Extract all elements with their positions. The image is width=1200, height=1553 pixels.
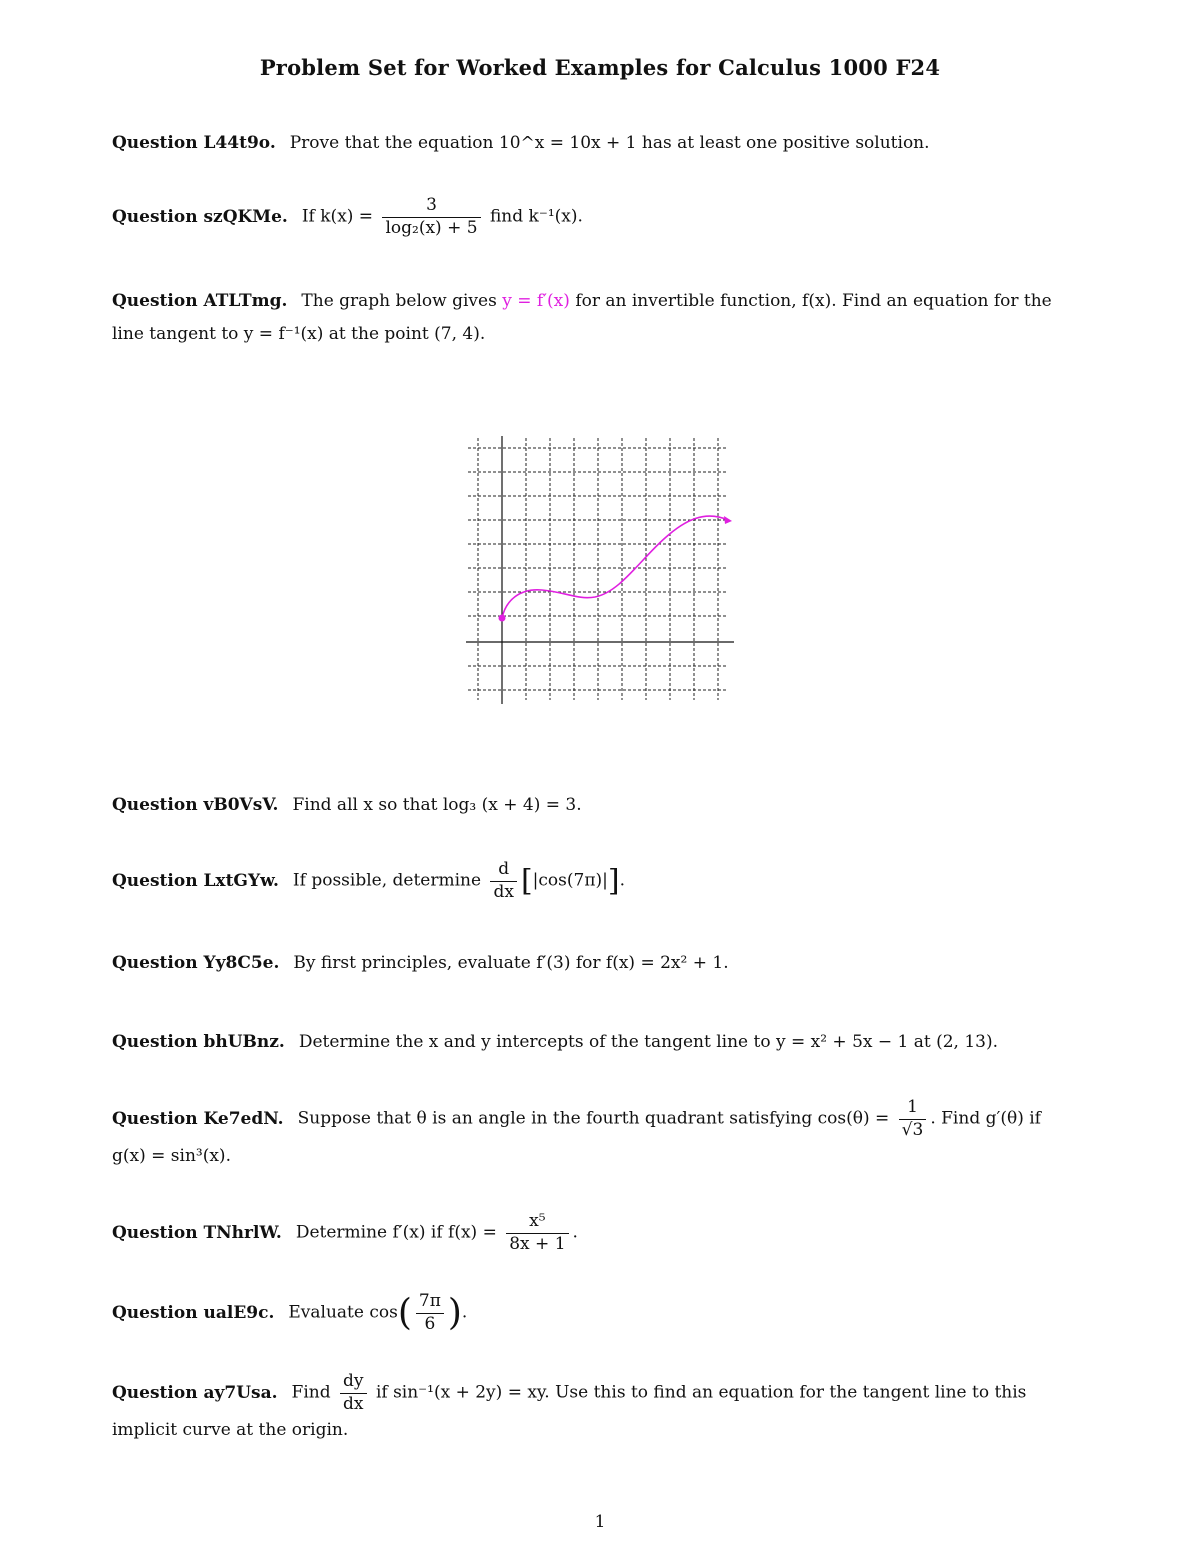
question-text-suffix: find k⁻¹(x).	[489, 206, 583, 227]
fraction-denominator: dx	[343, 1393, 364, 1414]
derivative-operator	[490, 860, 516, 902]
question-text-prefix: Determine f′(x) if f(x) =	[295, 1222, 497, 1243]
question-text: Determine the x and y intercepts of the tangent line to y = x² + 5x − 1 at (2, 13).	[298, 1032, 999, 1052]
page-title: Problem Set for Worked Examples for Calculus 1000 F24	[259, 55, 941, 80]
fraction-numerator: 3	[382, 196, 480, 218]
fraction	[340, 1372, 367, 1414]
question-text-prefix: If possible, determine	[292, 870, 482, 891]
question-text-suffix: .	[461, 1302, 468, 1323]
fraction-denominator: 8x + 1	[509, 1233, 566, 1254]
question-l44t9o	[112, 127, 1092, 160]
fraction-numerator: x⁵	[506, 1212, 568, 1234]
curve-f-prime	[502, 516, 728, 618]
page-number: 1	[594, 1512, 606, 1532]
question-label: Question ATLTmg.	[112, 291, 288, 311]
question-ke7edn	[112, 1098, 1092, 1173]
curve-arrowhead	[724, 516, 732, 524]
fraction-denominator: 6	[424, 1313, 436, 1334]
question-text-prefix: Evaluate cos	[288, 1302, 398, 1323]
question-label: Question TNhrlW.	[112, 1222, 282, 1243]
fraction-numerator: 7π	[416, 1292, 444, 1314]
question-label: Question Ke7edN.	[112, 1108, 284, 1129]
question-uale9c: Question ualE9c. Evaluate cos( $\frac{7\pi}{6}$ ).	[112, 1291, 468, 1334]
question-label: Question vB0VsV.	[112, 795, 279, 815]
question-yy8c5e	[112, 947, 1092, 980]
curve-start-point	[499, 615, 506, 622]
derivative-graph	[460, 430, 740, 710]
question-label: Question ay7Usa.	[112, 1382, 278, 1403]
question-text-suffix: . Find g′(θ) if	[930, 1108, 1041, 1129]
question-tnhrlw	[112, 1212, 1092, 1254]
question-text-prefix: If k(x) =	[301, 206, 374, 227]
question-szqkme	[112, 196, 1092, 238]
question-ay7usa	[112, 1372, 1092, 1447]
grid	[468, 438, 728, 700]
question-text: Prove that the equation 10^x = 10x + 1 has at least one positive solution.	[289, 133, 930, 153]
question-text-suffix: .	[619, 870, 625, 891]
question-label: Question szQKMe.	[112, 206, 288, 227]
question-text: Find all x so that log₃ (x + 4) = 3.	[292, 795, 582, 815]
question-text-line2: line tangent to y = f⁻¹(x) at the point (7, 4).	[112, 324, 486, 344]
question-vb0vsv	[112, 789, 1092, 822]
question-text-suffix: .	[572, 1222, 578, 1243]
question-label: Question ualE9c.	[112, 1302, 275, 1323]
question-label: Question L44t9o.	[112, 133, 276, 153]
question-text-suffix: if sin⁻¹(x + 2y) = xy. Use this to find an equation for the tangent line to this	[375, 1382, 1027, 1403]
fraction	[382, 196, 480, 238]
question-bhubnz	[112, 1026, 1092, 1059]
highlighted-function: y = f′(x)	[502, 291, 570, 311]
fraction	[506, 1212, 568, 1254]
question-text-line2: g(x) = sin³(x).	[112, 1146, 231, 1167]
question-text-prefix: Suppose that θ is an angle in the fourth quadrant satisfying cos(θ) =	[297, 1108, 890, 1129]
question-label: Question bhUBnz.	[112, 1032, 285, 1052]
question-text: By first principles, evaluate f′(3) for f(x) = 2x² + 1.	[293, 953, 729, 973]
fraction-denominator: dx	[493, 881, 514, 902]
question-text-b: for an invertible function, f(x). Find an equation for the	[575, 291, 1052, 311]
fraction	[899, 1098, 927, 1140]
question-text-a: The graph below gives	[301, 291, 497, 311]
fraction-numerator: 1	[899, 1098, 927, 1120]
question-text-line2: implicit curve at the origin.	[112, 1420, 349, 1441]
fraction-numerator: dy	[340, 1372, 367, 1394]
question-atltmg	[112, 285, 1092, 351]
fraction-denominator: log₂(x) + 5	[385, 217, 478, 238]
fraction-numerator: d	[490, 860, 516, 882]
question-text-prefix: Find	[291, 1382, 331, 1403]
fraction	[416, 1292, 444, 1334]
question-label: Question Yy8C5e.	[112, 953, 280, 973]
derivative-expression: |cos(7π)|	[532, 870, 608, 891]
question-lxtgyw: Question LxtGYw. If possible, determine $\frac{d}{dx}$ [|cos(7π)|].	[112, 859, 625, 902]
question-label: Question LxtGYw.	[112, 870, 279, 891]
fraction-denominator: √3	[901, 1119, 924, 1140]
